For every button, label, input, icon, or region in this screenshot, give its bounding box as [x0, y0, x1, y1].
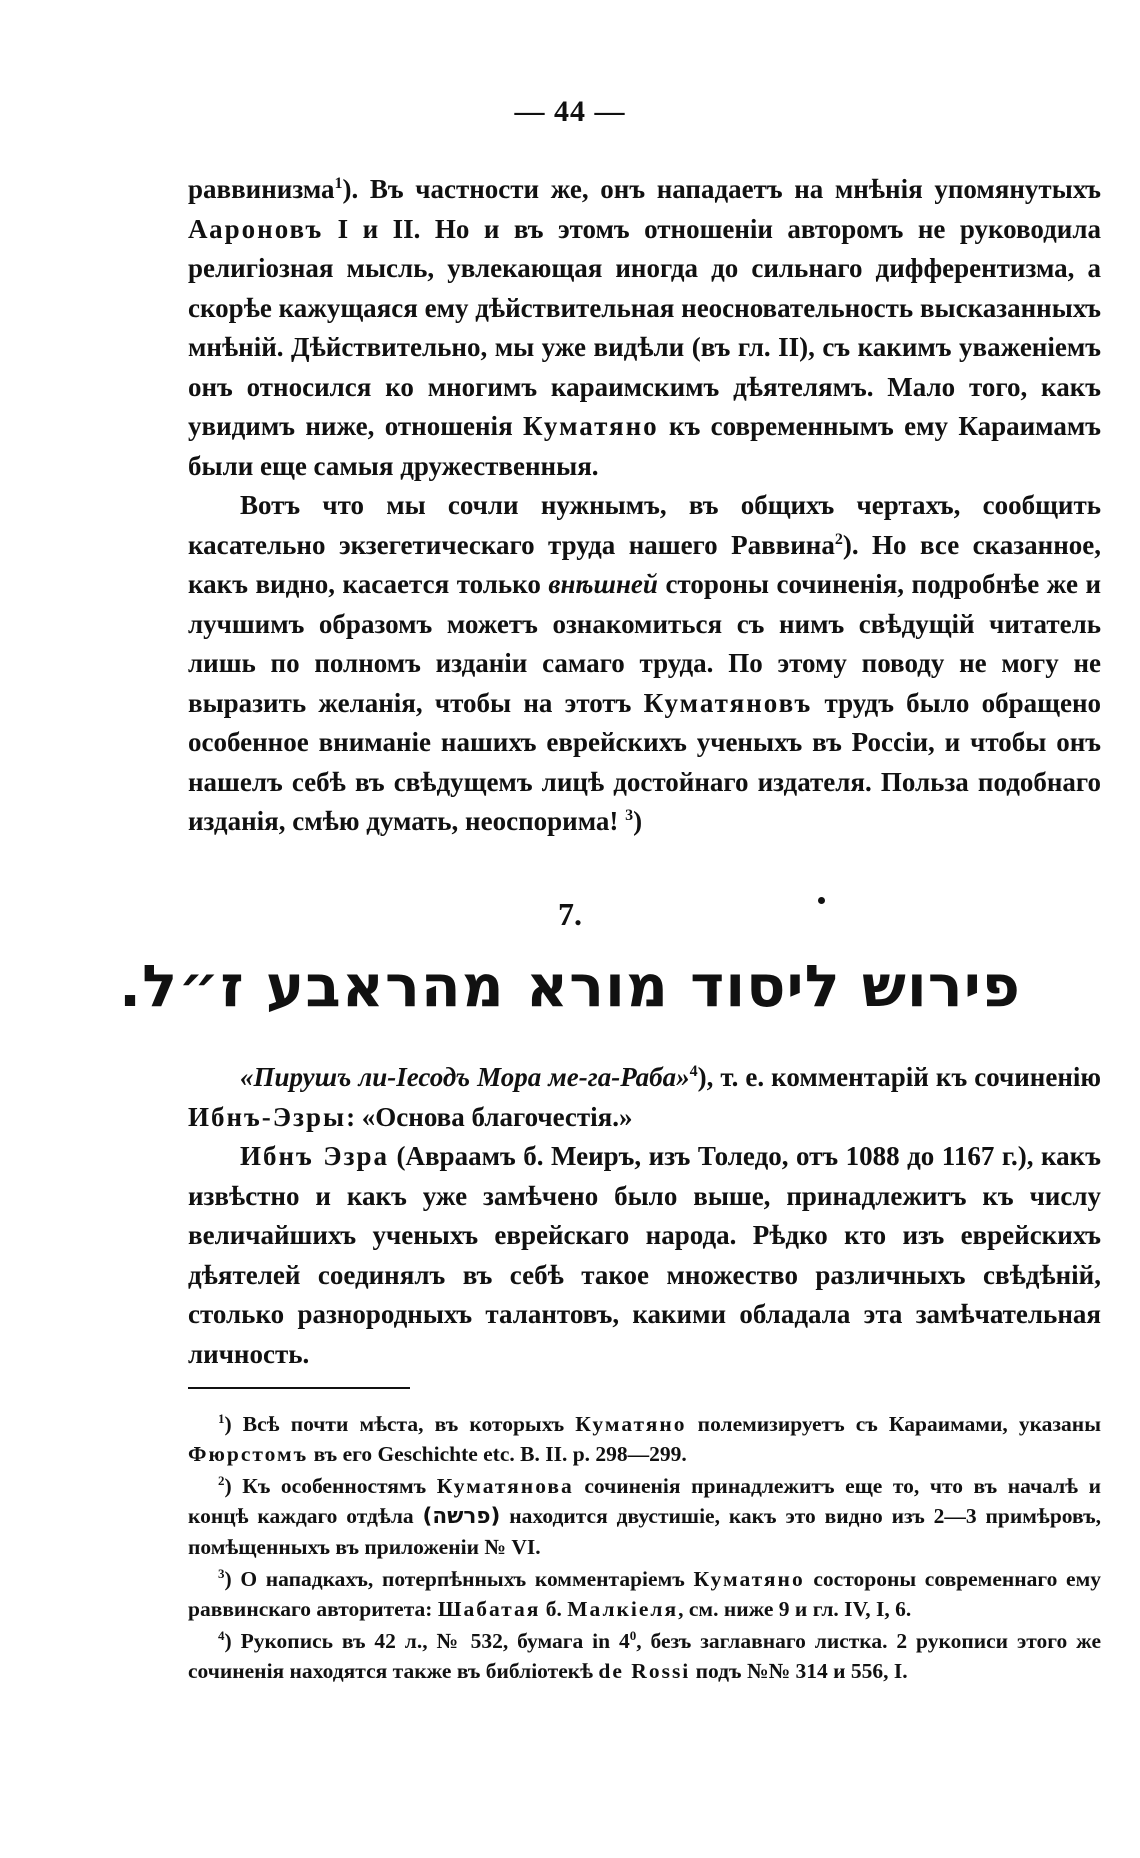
footnote-3-text: состороны современнаго ему раввинскаго авторитета: — [188, 1567, 1101, 1621]
footnote-4 — [188, 1626, 1101, 1686]
footnote-ref-1[interactable]: 1 — [334, 175, 343, 192]
footnote-2-text: сочиненія принадлежитъ еще то, что въ началѣ и концѣ каждаго отдѣла — [188, 1474, 1101, 1528]
footnote-1-text: полемизируетъ съ Караимами, указаны — [686, 1412, 1101, 1436]
footnote-ref-3[interactable]: 3 — [625, 807, 634, 824]
emphasis-vneshney: внѣшней — [548, 569, 658, 599]
main-text-upper — [188, 170, 1101, 842]
footnote-3-marker: 3 — [218, 1565, 225, 1581]
footnote-2-text: Куматянова — [436, 1474, 574, 1498]
footnote-2-text: ) Къ особенностямъ — [224, 1474, 437, 1498]
footnote-3-text: ) О нападкахъ, потерпѣнныхъ комментаріемъ — [224, 1567, 694, 1591]
paragraph-1-text: ). Въ частности же, онъ нападаетъ на мнѣнія упомянутыхъ — [342, 174, 1101, 204]
paragraph-4 — [188, 1137, 1101, 1374]
footnote-4-marker: 4 — [218, 1627, 225, 1643]
footnote-4-text: ) Рукопись въ 42 л., № 532, бумага in 4 — [224, 1629, 630, 1653]
footnote-2-text: находится двустишіе, какъ это видно изъ 2—3 примѣровъ, помѣщенныхъ въ приложеніи № VI. — [188, 1504, 1101, 1559]
footnote-3-text: б. — [540, 1597, 568, 1621]
footnote-2 — [188, 1471, 1101, 1562]
name-ibn-ezra: Ибнъ-Эзры — [188, 1101, 347, 1132]
page-number: — 44 — — [514, 95, 626, 128]
footnote-1-text: Куматяно — [575, 1412, 687, 1436]
name-ibn-ezra: Ибнъ Эзра — [240, 1141, 389, 1171]
paragraph-4-text: (Авраамъ б. Меиръ, изъ Толедо, отъ 1088 до 1167 г.), какъ извѣстно и какъ уже замѣчено было выше, принадлежитъ къ числу величайшихъ ученыхъ еврейскаго народа. Рѣдко кто изъ еврейскихъ дѣятелей соединялъ въ себѣ такое множество различныхъ свѣдѣній, столько разнородныхъ талантовъ, какими обладала эта замѣчательная личность. — [188, 1141, 1101, 1369]
footnote-3 — [188, 1564, 1101, 1624]
footnote-1-marker: 1 — [218, 1410, 225, 1426]
paragraph-1 — [188, 170, 1101, 486]
footnotes — [188, 1409, 1101, 1688]
hebrew-section-title: פירוש ליסוד מורא מהראבע ז״ל. — [119, 952, 1021, 1020]
paragraph-3 — [188, 1058, 1101, 1137]
footnote-3-text: Шабатая — [437, 1597, 541, 1621]
printing-dot-mark — [818, 897, 825, 904]
paragraph-1-text: къ современнымъ ему Караимамъ были еще самыя дружественныя. — [188, 411, 1101, 481]
paragraph-1-text: I и II. Но и въ этомъ отношеніи авторомъ не руководила религіозная мысль, увлекающая иногда до сильнаго дифферентизма, а скорѣе кажущаяся ему дѣйствительная неосновательность высказанныхъ мнѣній. Дѣйствительно, мы уже видѣли (въ гл. II), съ какимъ уваженіемъ онъ относился ко многимъ караимскимъ дѣятелямъ. Мало того, какъ увидимъ ниже, отношенія — [188, 213, 1101, 441]
footnote-1-text: въ его Geschichte etc. B. II. p. 298—299. — [308, 1442, 687, 1466]
paragraph-2-text: ). Но все сказанное, какъ видно, касается только — [188, 529, 1101, 599]
footnote-4-text: , безъ заглавнаго листка. 2 рукописи этого же сочиненія находятся также въ библіотекѣ — [188, 1629, 1101, 1683]
footnote-2-hebrew: (פרשה) — [422, 1504, 501, 1529]
paragraph-2-text: Вотъ что мы сочли нужнымъ, въ общихъ чертахъ, сообщить касательно экзегетическаго труда нашего Раввина — [188, 490, 1101, 560]
footnote-4-text: подъ №№ 314 и 556, I. — [690, 1659, 908, 1683]
footnote-ref-2[interactable]: 2 — [834, 530, 843, 548]
paragraph-1-text: раввинизма — [188, 174, 335, 204]
section-number: 7. — [558, 896, 582, 932]
footnote-2-marker: 2 — [218, 1472, 225, 1488]
paragraph-2 — [188, 486, 1101, 842]
paragraph-3-text: ), т. е. комментарій къ сочиненію — [697, 1062, 1102, 1092]
footnote-4-text: de Rossi — [598, 1659, 691, 1683]
footnote-3-text: Куматяно — [693, 1567, 805, 1591]
footnote-divider — [188, 1387, 410, 1389]
footnote-3-text: Малкіеля — [567, 1597, 679, 1621]
footnote-1-text: Фюрстомъ — [188, 1442, 309, 1466]
footnote-4-superscript: 0 — [629, 1627, 637, 1643]
footnote-1 — [188, 1409, 1101, 1469]
paragraph-2-text: ) — [633, 806, 643, 836]
title-transliteration: «Пирушъ ли-Іесодъ Мора ме-га-Раба» — [240, 1062, 690, 1092]
paragraph-2-text: стороны сочиненія, подробнѣе же и лучшимъ образомъ можетъ ознакомиться съ нимъ свѣдущій читатель лишь по полномъ изданіи самаго труда. По этому поводу не могу не выразить желанія, чтобы на этотъ — [188, 569, 1101, 718]
paragraph-2-text: трудъ было обращено особенное вниманіе нашихъ еврейскихъ ученыхъ въ Россіи, и чтобы онъ нашелъ себѣ въ свѣдущемъ лицѣ достойнаго издателя. Польза подобнаго изданія, смѣю думать, неоспорима! — [188, 687, 1102, 836]
name-kumatyano: Куматяно — [523, 411, 659, 441]
name-aaronov: Аароновъ — [188, 213, 324, 244]
footnote-ref-4[interactable]: 4 — [689, 1063, 698, 1080]
name-kumatyanov: Куматяновъ — [643, 687, 813, 718]
footnote-3-text: , см. ниже 9 и гл. IV, I, 6. — [678, 1597, 912, 1621]
main-text-lower — [188, 1058, 1101, 1374]
footnote-1-text: ) Всѣ почти мѣста, въ которыхъ — [224, 1412, 576, 1436]
paragraph-3-text: : «Основа благочестія.» — [346, 1101, 633, 1132]
